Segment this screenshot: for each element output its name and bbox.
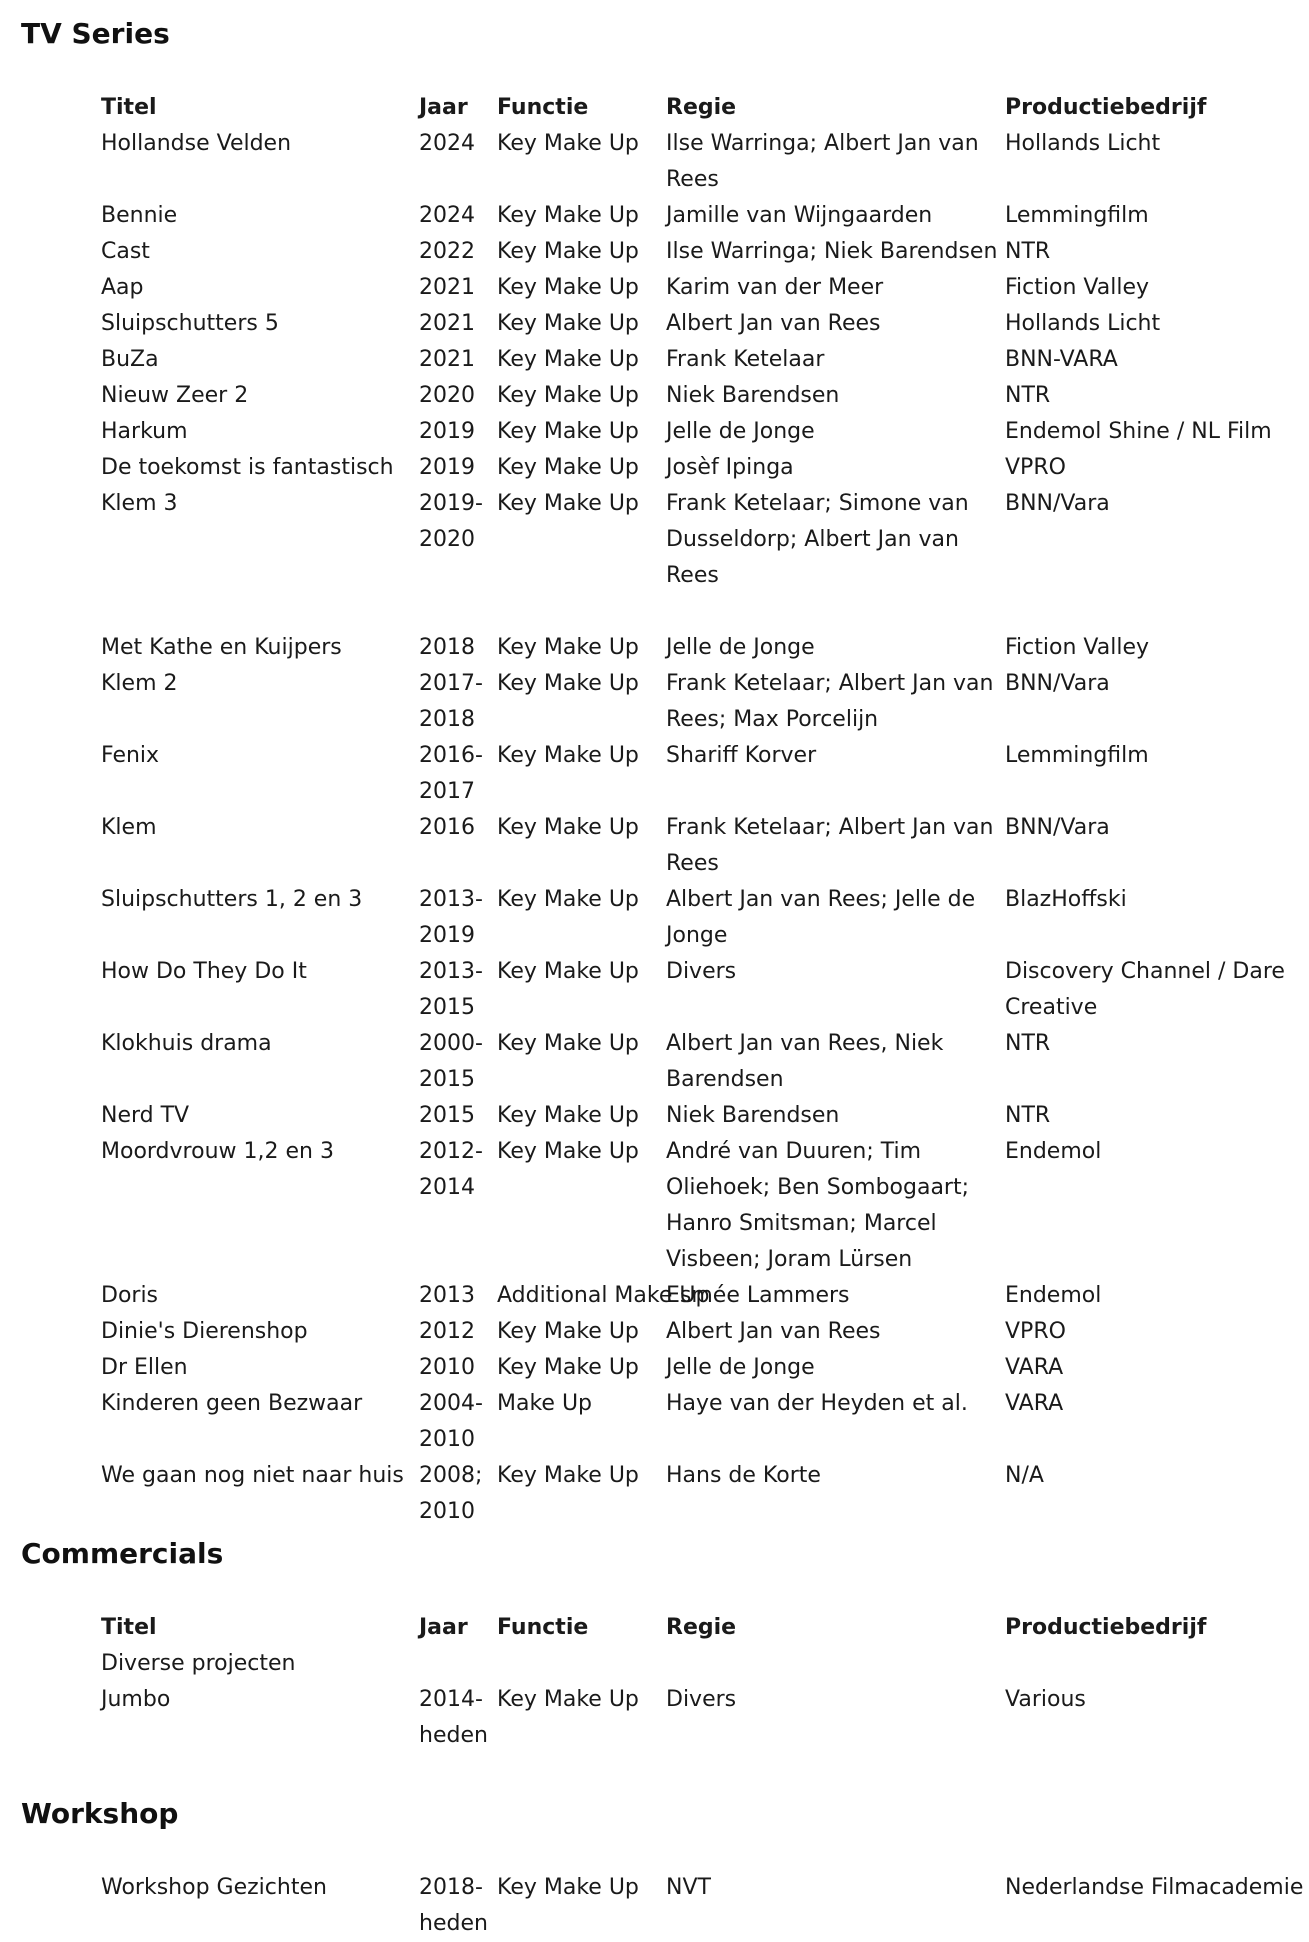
cell-productiebedrijf: Lemmingfilm xyxy=(1005,203,1149,228)
cell-titel: Fenix xyxy=(101,743,160,768)
cell-jaar: 2019 xyxy=(419,419,475,444)
table-header-row xyxy=(101,90,1309,126)
cell-regie: Jelle de Jonge xyxy=(666,1355,815,1380)
cell-titel: Klem 3 xyxy=(101,491,178,516)
table-row xyxy=(101,450,1309,486)
table-row xyxy=(101,486,1309,594)
cell-regie: Albert Jan van Rees, Niek Barendsen xyxy=(666,1031,944,1092)
cell-jaar: 2016-2017 xyxy=(419,743,483,804)
cell-functie: Key Make Up xyxy=(497,311,639,336)
cell-regie: Divers xyxy=(666,1687,737,1712)
cell-titel: Moordvrouw 1,2 en 3 xyxy=(101,1139,334,1164)
cell-functie: Key Make Up xyxy=(497,887,639,912)
cell-titel: Aap xyxy=(101,275,144,300)
cell-productiebedrijf: NTR xyxy=(1005,383,1051,408)
cell-productiebedrijf: VPRO xyxy=(1005,455,1066,480)
cell-titel: Hollandse Velden xyxy=(101,131,292,156)
cell-productiebedrijf: BNN/Vara xyxy=(1005,815,1110,840)
cell-productiebedrijf: Discovery Channel / Dare Creative xyxy=(1005,959,1285,1020)
cell-regie: Jelle de Jonge xyxy=(666,635,815,660)
workshop-rows xyxy=(101,1870,1309,1942)
cell-regie: Ilse Warringa; Albert Jan van Rees xyxy=(666,131,979,192)
cell-functie: Key Make Up xyxy=(497,455,639,480)
cell-jaar: 2022 xyxy=(419,239,475,264)
cell-jaar: 2021 xyxy=(419,311,475,336)
table-row xyxy=(101,882,1309,954)
cell-functie: Key Make Up xyxy=(497,671,639,696)
cell-regie: Frank Ketelaar; Albert Jan van Rees xyxy=(666,815,994,876)
cell-functie: Key Make Up xyxy=(497,959,639,984)
table-row xyxy=(101,1870,1309,1942)
table-row xyxy=(101,1278,1309,1314)
cell-jaar: 2013-2015 xyxy=(419,959,483,1020)
cell-titel: Workshop Gezichten xyxy=(101,1875,327,1900)
cell-productiebedrijf: Nederlandse Filmacademie xyxy=(1005,1875,1304,1900)
cell-productiebedrijf: Endemol xyxy=(1005,1283,1102,1308)
cell-regie: Hans de Korte xyxy=(666,1463,821,1488)
cell-titel: We gaan nog niet naar huis xyxy=(101,1463,404,1488)
cell-jaar: 2013-2019 xyxy=(419,887,483,948)
tv-series-rows xyxy=(101,126,1309,1530)
cell-productiebedrijf: VARA xyxy=(1005,1391,1064,1416)
table-row xyxy=(101,954,1309,1026)
cell-jaar: 2021 xyxy=(419,347,475,372)
cell-regie: Karim van der Meer xyxy=(666,275,884,300)
cell-productiebedrijf xyxy=(1005,1646,1309,1682)
cell-jaar: 2019 xyxy=(419,455,475,480)
cell-jaar: 2008; 2010 xyxy=(419,1463,483,1524)
cell-functie xyxy=(497,1646,666,1682)
cell-functie: Additional Make Up xyxy=(497,1283,710,1308)
cell-titel: Met Kathe en Kuijpers xyxy=(101,635,342,660)
cell-jaar: 2004-2010 xyxy=(419,1391,483,1452)
cell-functie: Key Make Up xyxy=(497,1031,639,1056)
cell-functie: Key Make Up xyxy=(497,743,639,768)
cell-titel: Kinderen geen Bezwaar xyxy=(101,1391,363,1416)
cell-productiebedrijf: Endemol xyxy=(1005,1139,1102,1164)
cell-titel: Bennie xyxy=(101,203,178,228)
row-spacer xyxy=(101,594,1309,630)
cell-functie: Key Make Up xyxy=(497,1355,639,1380)
table-row xyxy=(101,1646,1309,1682)
table-header-row xyxy=(101,1610,1309,1646)
cell-titel: How Do They Do It xyxy=(101,959,307,984)
cell-titel: Klem xyxy=(101,815,157,840)
cell-jaar: 2014-heden xyxy=(419,1687,488,1748)
cell-titel: Dinie's Dierenshop xyxy=(101,1319,308,1344)
cell-jaar: 2010 xyxy=(419,1355,475,1380)
table-row xyxy=(101,198,1309,234)
cell-jaar: 2020 xyxy=(419,383,475,408)
table-row xyxy=(101,414,1309,450)
tv-series-heading: TV Series xyxy=(21,17,170,50)
tv-series-table xyxy=(101,90,1309,1530)
cell-functie: Key Make Up xyxy=(497,239,639,264)
cell-regie: André van Duuren; Tim Oliehoek; Ben Sombogaart; Hanro Smitsman; Marcel Visbeen; Joram Lürsen xyxy=(666,1139,970,1272)
tv-series-section xyxy=(0,16,1309,1530)
workshop-section xyxy=(0,1796,1309,1942)
commercials-table xyxy=(101,1610,1309,1754)
cell-productiebedrijf: Endemol Shine / NL Film xyxy=(1005,419,1272,444)
cell-productiebedrijf: Hollands Licht xyxy=(1005,131,1161,156)
cell-productiebedrijf: Lemmingfilm xyxy=(1005,743,1149,768)
cell-functie: Key Make Up xyxy=(497,1103,639,1128)
cell-regie: Niek Barendsen xyxy=(666,383,840,408)
table-row xyxy=(101,738,1309,810)
cell-regie: Haye van der Heyden et al. xyxy=(666,1391,968,1416)
cell-jaar: 2017-2018 xyxy=(419,671,483,732)
table-row xyxy=(101,306,1309,342)
cell-functie: Key Make Up xyxy=(497,1139,639,1164)
cell-functie: Make Up xyxy=(497,1391,593,1416)
cell-regie: Shariff Korver xyxy=(666,743,817,768)
cell-functie: Key Make Up xyxy=(497,1319,639,1344)
cell-productiebedrijf: NTR xyxy=(1005,1103,1051,1128)
header-titel: Titel xyxy=(101,95,157,120)
cell-functie: Key Make Up xyxy=(497,491,639,516)
cell-regie: Ilse Warringa; Niek Barendsen xyxy=(666,239,998,264)
table-row xyxy=(101,1458,1309,1530)
table-row xyxy=(101,1682,1309,1754)
cell-jaar: 2018-heden xyxy=(419,1875,488,1936)
cell-regie: NVT xyxy=(666,1875,711,1900)
cell-jaar: 2024 xyxy=(419,203,475,228)
header-productiebedrijf: Productiebedrijf xyxy=(1005,95,1207,120)
cell-functie: Key Make Up xyxy=(497,275,639,300)
cell-titel: Sluipschutters 5 xyxy=(101,311,279,336)
cell-jaar xyxy=(419,1646,497,1682)
table-row xyxy=(101,270,1309,306)
table-row xyxy=(101,126,1309,198)
commercials-section xyxy=(0,1536,1309,1754)
cell-productiebedrijf: NTR xyxy=(1005,239,1051,264)
cell-titel: De toekomst is fantastisch xyxy=(101,455,394,480)
cell-jaar: 2013 xyxy=(419,1283,475,1308)
cell-titel: Nerd TV xyxy=(101,1103,190,1128)
table-row xyxy=(101,1134,1309,1278)
cell-productiebedrijf: VPRO xyxy=(1005,1319,1066,1344)
cell-jaar: 2018 xyxy=(419,635,475,660)
cell-productiebedrijf: BNN-VARA xyxy=(1005,347,1118,372)
cell-regie: Frank Ketelaar; Simone van Dusseldorp; Albert Jan van Rees xyxy=(666,491,969,588)
header-jaar: Jaar xyxy=(419,1615,468,1640)
cell-regie: Esmée Lammers xyxy=(666,1283,850,1308)
cell-titel: BuZa xyxy=(101,347,159,372)
header-functie: Functie xyxy=(497,95,589,120)
table-row xyxy=(101,1098,1309,1134)
table-row xyxy=(101,378,1309,414)
cell-functie: Key Make Up xyxy=(497,1463,639,1488)
header-jaar: Jaar xyxy=(419,95,468,120)
cell-productiebedrijf: Fiction Valley xyxy=(1005,635,1149,660)
cell-titel: Doris xyxy=(101,1283,159,1308)
cell-productiebedrijf: BNN/Vara xyxy=(1005,491,1110,516)
workshop-table xyxy=(101,1870,1309,1942)
table-row xyxy=(101,234,1309,270)
cell-regie: Albert Jan van Rees xyxy=(666,311,881,336)
table-row xyxy=(101,342,1309,378)
cell-titel: Harkum xyxy=(101,419,188,444)
table-row xyxy=(101,1314,1309,1350)
header-regie: Regie xyxy=(666,95,737,120)
cell-productiebedrijf: NTR xyxy=(1005,1031,1051,1056)
table-row xyxy=(101,810,1309,882)
cell-jaar: 2000-2015 xyxy=(419,1031,483,1092)
cell-functie: Key Make Up xyxy=(497,347,639,372)
header-productiebedrijf: Productiebedrijf xyxy=(1005,1615,1207,1640)
cell-titel: Diverse projecten xyxy=(101,1651,296,1676)
commercials-heading: Commercials xyxy=(21,1537,224,1570)
cell-productiebedrijf: Various xyxy=(1005,1687,1086,1712)
cell-titel: Sluipschutters 1, 2 en 3 xyxy=(101,887,363,912)
cell-functie: Key Make Up xyxy=(497,1687,639,1712)
cell-titel: Jumbo xyxy=(101,1687,171,1712)
table-row xyxy=(101,1350,1309,1386)
cell-titel: Klokhuis drama xyxy=(101,1031,272,1056)
cell-functie: Key Make Up xyxy=(497,815,639,840)
cell-regie: Albert Jan van Rees; Jelle de Jonge xyxy=(666,887,976,948)
cell-jaar: 2021 xyxy=(419,275,475,300)
table-row xyxy=(101,1386,1309,1458)
cell-functie: Key Make Up xyxy=(497,1875,639,1900)
header-functie: Functie xyxy=(497,1615,589,1640)
cell-regie: Albert Jan van Rees xyxy=(666,1319,881,1344)
cell-titel: Cast xyxy=(101,239,150,264)
cell-regie: Frank Ketelaar xyxy=(666,347,825,372)
table-row xyxy=(101,1026,1309,1098)
cell-productiebedrijf: Fiction Valley xyxy=(1005,275,1149,300)
cell-jaar: 2012-2014 xyxy=(419,1139,483,1200)
cell-jaar: 2015 xyxy=(419,1103,475,1128)
cell-regie: Niek Barendsen xyxy=(666,1103,840,1128)
cell-regie: Jamille van Wijngaarden xyxy=(666,203,933,228)
cell-jaar: 2019-2020 xyxy=(419,491,483,552)
cell-regie xyxy=(666,1646,1005,1682)
header-regie: Regie xyxy=(666,1615,737,1640)
header-titel: Titel xyxy=(101,1615,157,1640)
cell-functie: Key Make Up xyxy=(497,131,639,156)
cell-regie: Divers xyxy=(666,959,737,984)
cell-regie: Josèf Ipinga xyxy=(666,455,794,480)
cell-jaar: 2016 xyxy=(419,815,475,840)
cell-jaar: 2012 xyxy=(419,1319,475,1344)
cell-regie: Frank Ketelaar; Albert Jan van Rees; Max Porcelijn xyxy=(666,671,994,732)
cell-functie: Key Make Up xyxy=(497,203,639,228)
cell-productiebedrijf: Hollands Licht xyxy=(1005,311,1161,336)
table-row xyxy=(101,630,1309,666)
cell-titel: Dr Ellen xyxy=(101,1355,188,1380)
cell-jaar: 2024 xyxy=(419,131,475,156)
cell-titel: Klem 2 xyxy=(101,671,178,696)
cell-productiebedrijf: BlazHoffski xyxy=(1005,887,1127,912)
cell-functie: Key Make Up xyxy=(497,419,639,444)
spacer-cell xyxy=(101,594,1309,630)
cell-productiebedrijf: BNN/Vara xyxy=(1005,671,1110,696)
commercials-rows xyxy=(101,1646,1309,1754)
cell-productiebedrijf: N/A xyxy=(1005,1463,1044,1488)
workshop-heading: Workshop xyxy=(21,1797,179,1830)
cell-functie: Key Make Up xyxy=(497,635,639,660)
cell-productiebedrijf: VARA xyxy=(1005,1355,1064,1380)
table-row xyxy=(101,666,1309,738)
cell-functie: Key Make Up xyxy=(497,383,639,408)
cell-titel: Nieuw Zeer 2 xyxy=(101,383,249,408)
cell-regie: Jelle de Jonge xyxy=(666,419,815,444)
